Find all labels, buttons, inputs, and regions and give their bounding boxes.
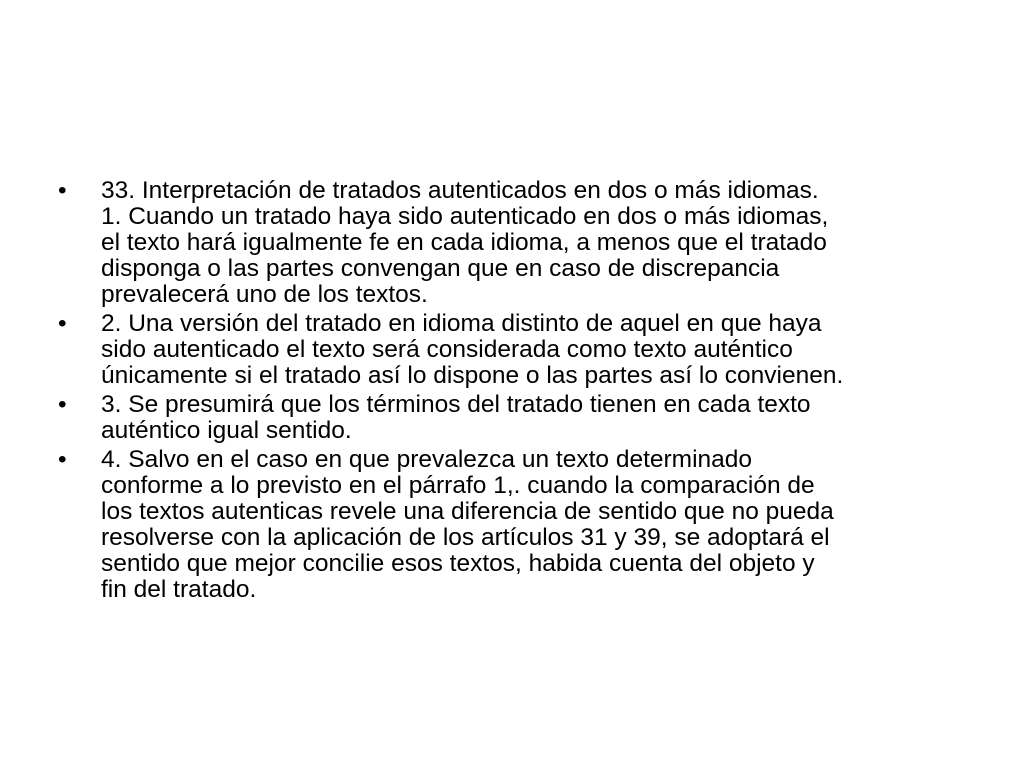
bullet-text-line: prevalecerá uno de los textos.	[101, 281, 428, 308]
bullet-item-4	[58, 447, 958, 603]
bullet-text-line: 4. Salvo en el caso en que prevalezca un texto determinado	[101, 446, 753, 473]
bullet-text-line: sentido que mejor concilie esos textos, habida cuenta del objeto y	[101, 550, 815, 577]
bullet-text-line: el texto hará igualmente fe en cada idioma, a menos que el tratado	[101, 229, 827, 256]
bullet-icon: •	[58, 446, 67, 473]
bullet-item-2	[58, 311, 958, 389]
bullet-icon: •	[58, 310, 67, 337]
bullet-text-line: únicamente si el tratado así lo dispone o las partes así lo convienen.	[101, 362, 844, 389]
bullet-text-line: los textos autenticas revele una diferencia de sentido que no pueda	[101, 498, 834, 525]
bullet-item-3	[58, 392, 958, 444]
bullet-icon: •	[58, 177, 67, 204]
bullet-text-line: sido autenticado el texto será considerada como texto auténtico	[101, 336, 793, 363]
bullet-text-line: resolverse con la aplicación de los artículos 31 y 39, se adoptará el	[101, 524, 830, 551]
bullet-text-line: 3. Se presumirá que los términos del tratado tienen en cada texto	[101, 391, 811, 418]
bullet-text-line: auténtico igual sentido.	[101, 417, 352, 444]
bullet-icon: •	[58, 391, 67, 418]
bullet-text-line: 33. Interpretación de tratados autenticados en dos o más idiomas.	[101, 177, 819, 204]
bullet-text-line: disponga o las partes convengan que en caso de discrepancia	[101, 255, 780, 282]
bullet-text-line: fin del tratado.	[101, 576, 257, 603]
bullet-item-1	[58, 178, 958, 308]
bullet-text-line: conforme a lo previsto en el párrafo 1,. cuando la comparación de	[101, 472, 815, 499]
bullet-list	[58, 178, 958, 606]
bullet-text-line: 1. Cuando un tratado haya sido autenticado en dos o más idiomas,	[101, 203, 829, 230]
bullet-text-line: 2. Una versión del tratado en idioma distinto de aquel en que haya	[101, 310, 822, 337]
